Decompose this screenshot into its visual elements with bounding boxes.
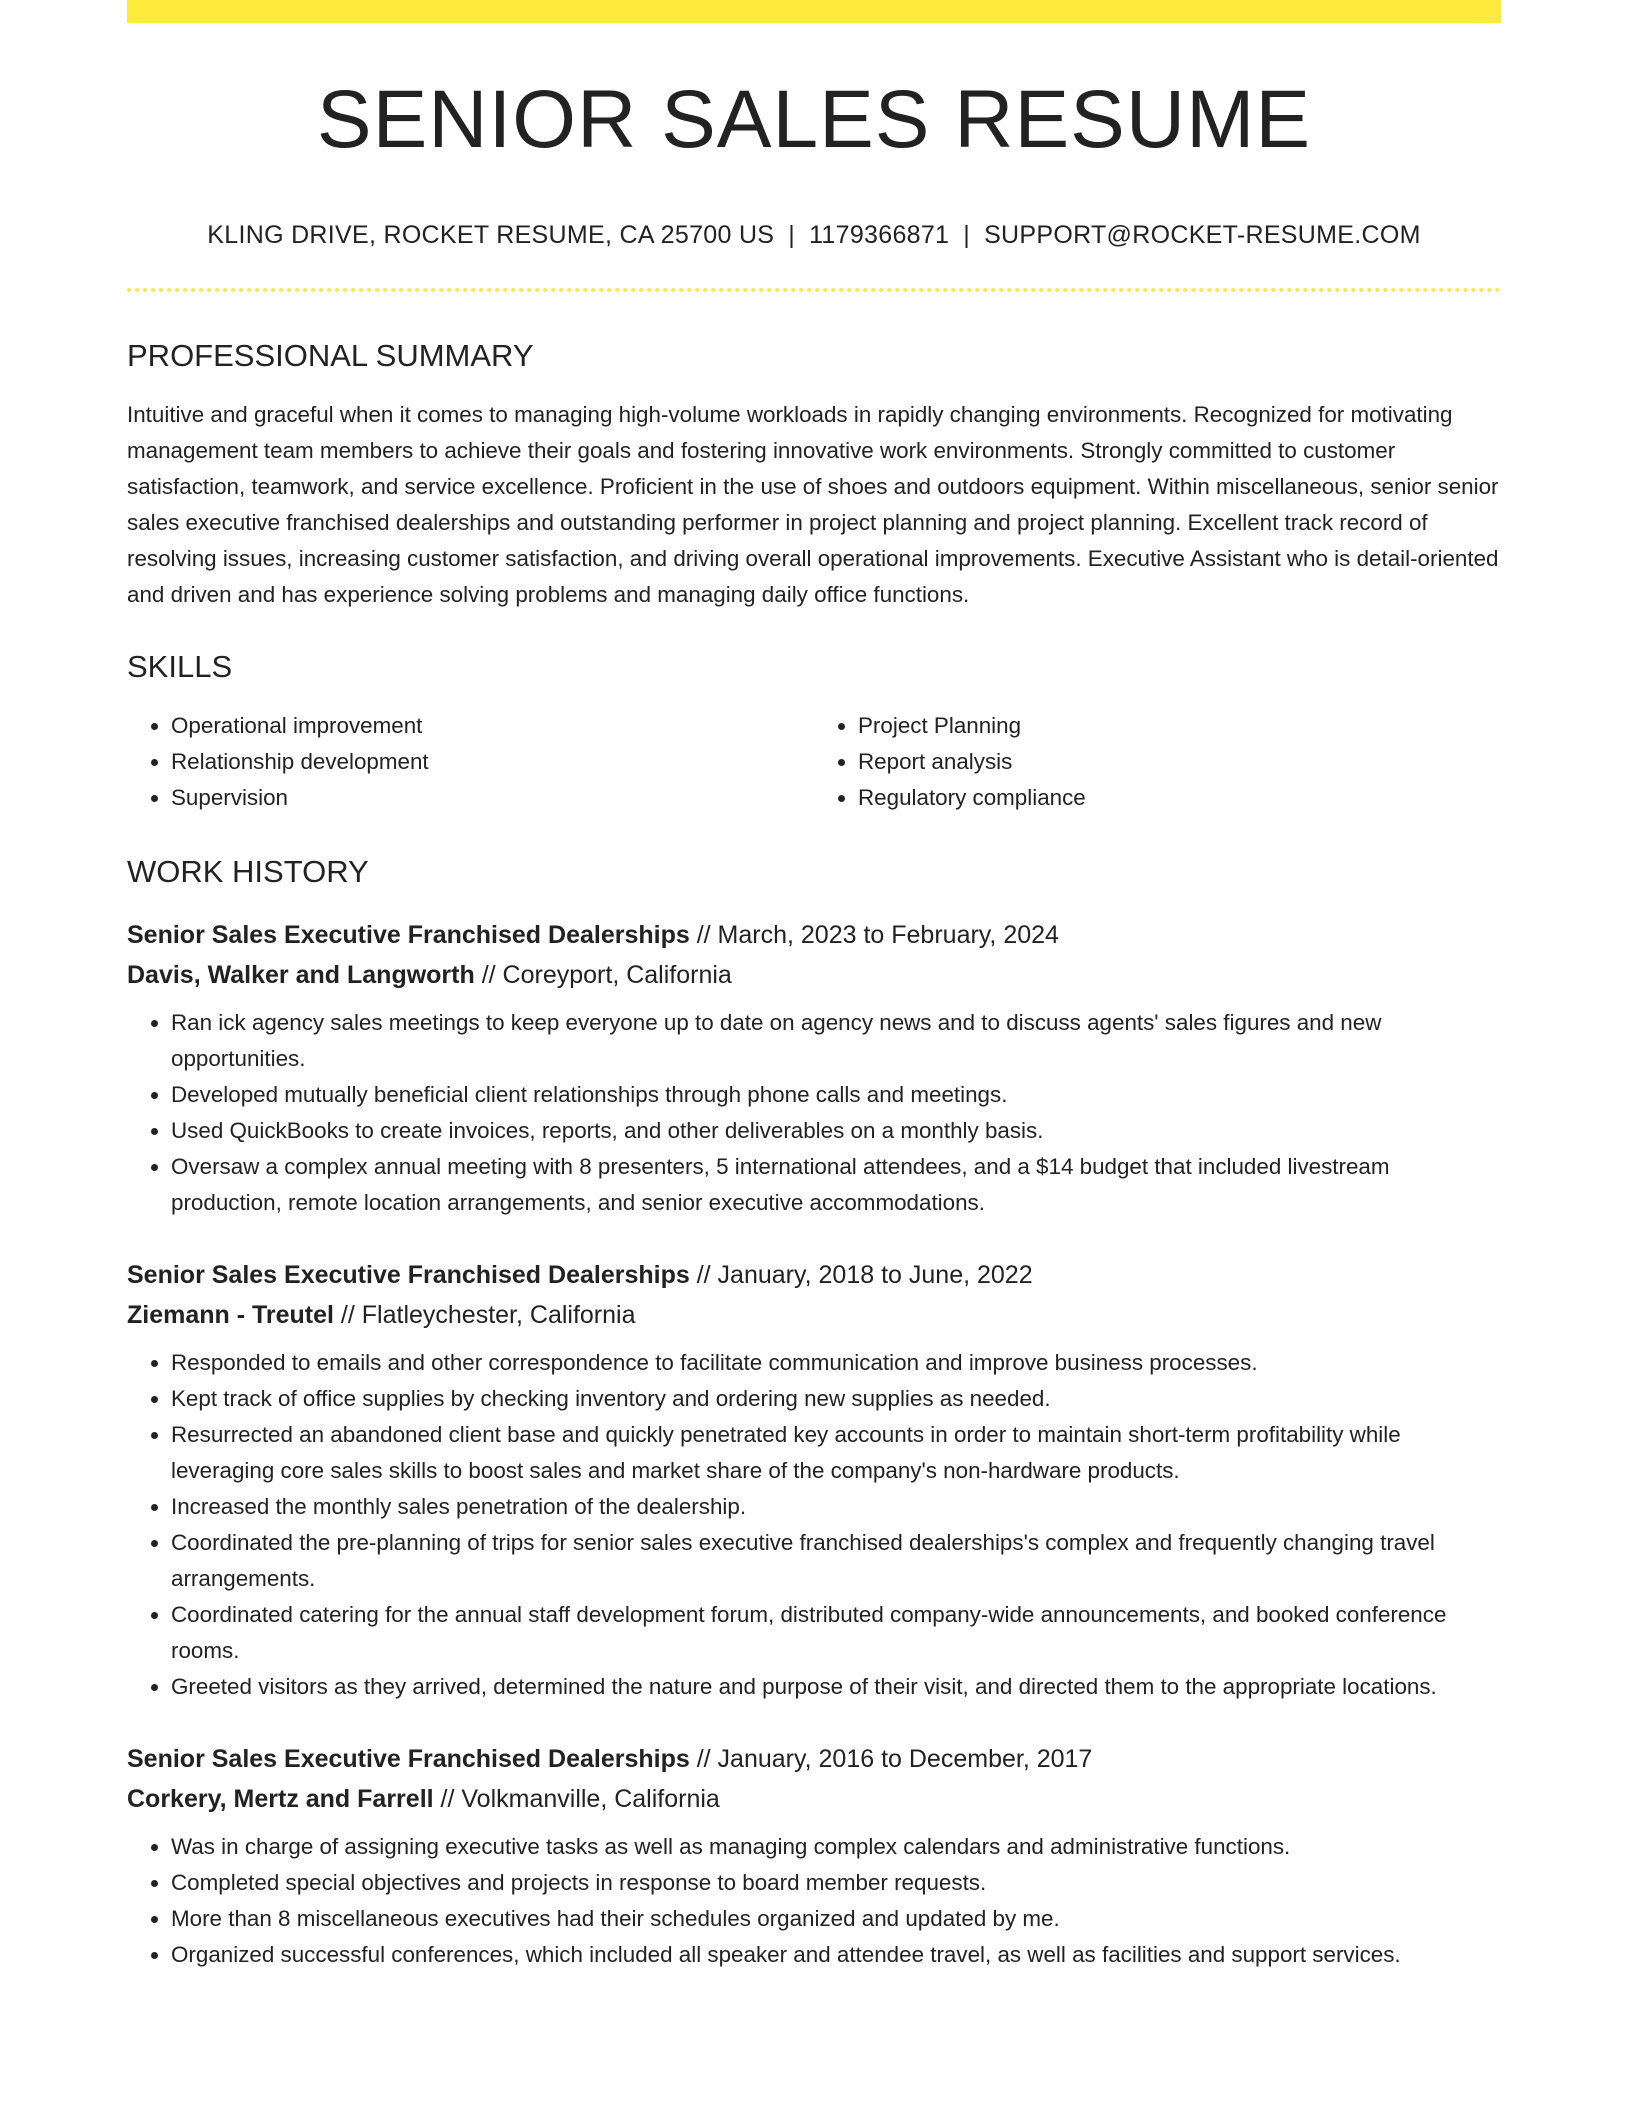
job-bullet: • More than 8 miscellaneous executives had their schedules organized and updated by me. — [171, 1901, 1501, 1937]
job-bullet: • Resurrected an abandoned client base and quickly penetrated key accounts in order to maintain short-term profitability while leveraging core sales skills to boost sales and market share of the company's non-hardware products. — [171, 1417, 1501, 1489]
job-title: Senior Sales Executive Franchised Dealerships — [127, 921, 690, 949]
skill-item: • Relationship development — [171, 744, 814, 780]
job-bullet: • Developed mutually beneficial client relationships through phone calls and meetings. — [171, 1077, 1501, 1113]
dotted-divider — [127, 288, 1501, 292]
skills-list — [127, 708, 1501, 816]
job-entry — [127, 1255, 1501, 1705]
job-title-line — [127, 1739, 1501, 1779]
job-company: Davis, Walker and Langworth — [127, 961, 475, 989]
job-company: Corkery, Mertz and Farrell — [127, 1785, 434, 1813]
job-dates: // January, 2016 to December, 2017 — [689, 1745, 1093, 1773]
job-bullet: • Greeted visitors as they arrived, determined the nature and purpose of their visit, and directed them to the appropriate locations. — [171, 1669, 1501, 1705]
job-bullet: • Coordinated the pre-planning of trips for senior sales executive franchised dealerships's complex and frequently changing travel arrangements. — [171, 1525, 1501, 1597]
job-location: // Flatleychester, California — [333, 1301, 636, 1329]
job-location: // Coreyport, California — [474, 961, 732, 989]
resume-title: SENIOR SALES RESUME — [316, 74, 1312, 165]
job-bullet: • Responded to emails and other correspondence to facilitate communication and improve business processes. — [171, 1345, 1501, 1381]
job-company-line — [127, 955, 1501, 995]
skills-column-left — [127, 708, 814, 816]
skills-heading: SKILLS — [127, 649, 233, 684]
job-dates: // January, 2018 to June, 2022 — [689, 1261, 1033, 1289]
job-bullet: • Coordinated catering for the annual staff development forum, distributed company-wide announcements, and booked conference rooms. — [171, 1597, 1501, 1669]
job-bullet: • Increased the monthly sales penetration of the dealership. — [171, 1489, 1501, 1525]
job-bullet: • Completed special objectives and projects in response to board member requests. — [171, 1865, 1501, 1901]
contact-address: KLING DRIVE, ROCKET RESUME, CA 25700 US — [207, 221, 775, 249]
skill-item: • Report analysis — [858, 744, 1501, 780]
job-bullet: • Ran ick agency sales meetings to keep everyone up to date on agency news and to discuss agents' sales figures and new opportunities. — [171, 1005, 1501, 1077]
job-dates: // March, 2023 to February, 2024 — [689, 921, 1059, 949]
job-title: Senior Sales Executive Franchised Dealerships — [127, 1745, 690, 1773]
job-title: Senior Sales Executive Franchised Dealerships — [127, 1261, 690, 1289]
resume-page — [127, 0, 1501, 1973]
job-title-line — [127, 1255, 1501, 1295]
contact-phone: 1179366871 — [809, 221, 950, 249]
job-bullet: • Oversaw a complex annual meeting with 8 presenters, 5 international attendees, and a $14 budget that included livestream production, remote location arrangements, and senior executive accommodations. — [171, 1149, 1501, 1221]
job-bullets — [127, 1005, 1501, 1221]
skills-column-right — [814, 708, 1501, 816]
top-accent-bar — [127, 0, 1501, 23]
job-entry — [127, 915, 1501, 1221]
job-bullets — [127, 1345, 1501, 1705]
work-history-heading: WORK HISTORY — [127, 854, 369, 889]
contact-separator: | — [788, 221, 796, 249]
skill-item: • Project Planning — [858, 708, 1501, 744]
job-bullets — [127, 1829, 1501, 1973]
job-company-line — [127, 1295, 1501, 1335]
summary-text: Intuitive and graceful when it comes to managing high-volume workloads in rapidly changing environments. Recognized for motivating management team members to achieve their goals and fostering innovative work environments. Strongly committed to customer satisfaction, teamwork, and service excellence. Proficient in the use of shoes and outdoors equipment. Within miscellaneous, senior senior sales executive franchised dealerships and outstanding performer in project planning and project planning. Excellent track record of resolving issues, increasing customer satisfaction, and driving overall operational improvements. Executive Assistant who is detail-oriented and driven and has experience solving problems and managing daily office functions. — [127, 402, 1499, 607]
skill-item: • Supervision — [171, 780, 814, 816]
summary-heading: PROFESSIONAL SUMMARY — [127, 338, 534, 373]
contact-email: SUPPORT@ROCKET-RESUME.COM — [984, 221, 1421, 249]
job-bullet: • Was in charge of assigning executive tasks as well as managing complex calendars and administrative functions. — [171, 1829, 1501, 1865]
job-location: // Volkmanville, California — [433, 1785, 720, 1813]
contact-separator: | — [963, 221, 971, 249]
contact-line — [127, 223, 1501, 248]
job-entry — [127, 1739, 1501, 1973]
skill-item: • Regulatory compliance — [858, 780, 1501, 816]
job-company-line — [127, 1779, 1501, 1819]
job-bullet: • Kept track of office supplies by checking inventory and ordering new supplies as needed. — [171, 1381, 1501, 1417]
job-title-line — [127, 915, 1501, 955]
job-company: Ziemann - Treutel — [127, 1301, 334, 1329]
job-bullet: • Organized successful conferences, which included all speaker and attendee travel, as well as facilities and support services. — [171, 1937, 1501, 1973]
job-bullet: • Used QuickBooks to create invoices, reports, and other deliverables on a monthly basis. — [171, 1113, 1501, 1149]
skill-item: • Operational improvement — [171, 708, 814, 744]
